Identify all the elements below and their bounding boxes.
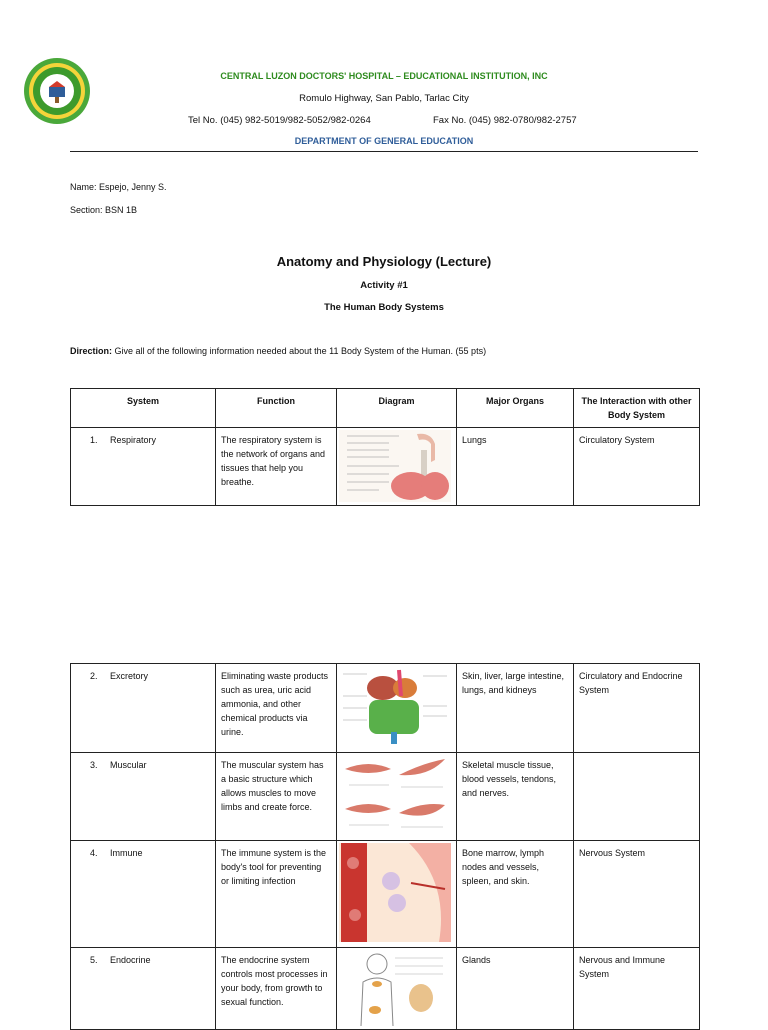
table-row — [71, 753, 700, 841]
activity-title: Activity #1 — [360, 280, 408, 291]
system-cell — [71, 664, 216, 753]
organs-cell: Lungs — [457, 428, 574, 506]
table-row — [71, 428, 700, 506]
organs-cell: Skin, liver, large intestine, lungs, and kidneys — [457, 664, 574, 753]
interaction-cell: Circulatory System — [574, 428, 700, 506]
immune-diagram-image — [339, 843, 451, 942]
fax-numbers: Fax No. (045) 982-0780/982-2757 — [433, 115, 577, 126]
system-name: Respiratory — [110, 435, 157, 445]
function-cell: The endocrine system controls most processes in your body, from growth to sexual function. — [216, 948, 337, 1030]
student-section: Section: BSN 1B — [70, 205, 138, 215]
row-number: 1. — [90, 435, 98, 445]
topic-title: The Human Body Systems — [324, 302, 444, 313]
header-major-organs: Major Organs — [457, 389, 574, 428]
body-systems-table-1 — [70, 388, 700, 506]
row-number: 2. — [90, 671, 98, 681]
table-header-row — [71, 389, 700, 428]
muscular-diagram-image — [339, 755, 451, 835]
diagram-cell — [337, 841, 457, 948]
row-number: 4. — [90, 848, 98, 858]
system-name: Immune — [110, 848, 143, 858]
body-systems-table-2 — [70, 663, 700, 1030]
organs-cell: Skeletal muscle tissue, blood vessels, tendons, and nerves. — [457, 753, 574, 841]
diagram-cell — [337, 948, 457, 1030]
function-cell: Eliminating waste products such as urea, uric acid ammonia, and other chemical products via urine. — [216, 664, 337, 753]
system-name: Endocrine — [110, 955, 151, 965]
diagram-cell — [337, 753, 457, 841]
system-name: Excretory — [110, 671, 149, 681]
function-cell: The immune system is the body's tool for preventing or limiting infection — [216, 841, 337, 948]
header-function: Function — [216, 389, 337, 428]
organs-cell: Glands — [457, 948, 574, 1030]
header-system: System — [71, 389, 216, 428]
organs-cell: Bone marrow, lymph nodes and vessels, spleen, and skin. — [457, 841, 574, 948]
table-row — [71, 948, 700, 1030]
header-divider — [70, 151, 698, 152]
student-name: Name: Espejo, Jenny S. — [70, 182, 167, 192]
function-cell: The muscular system has a basic structure which allows muscles to move limbs and create force. — [216, 753, 337, 841]
diagram-cell — [337, 428, 457, 506]
function-cell: The respiratory system is the network of organs and tissues that help you breathe. — [216, 428, 337, 506]
direction-body: Give all of the following information needed about the 11 Body System of the Human. (55 pts) — [112, 346, 487, 356]
header-diagram: Diagram — [337, 389, 457, 428]
telephone-numbers: Tel No. (045) 982-5019/982-5052/982-0264 — [188, 115, 371, 126]
institution-address: Romulo Highway, San Pablo, Tarlac City — [299, 93, 469, 104]
table-row — [71, 664, 700, 753]
diagram-cell — [337, 664, 457, 753]
system-cell — [71, 948, 216, 1030]
header-interaction: The Interaction with other Body System — [574, 389, 700, 428]
system-cell — [71, 841, 216, 948]
table-row — [71, 841, 700, 948]
interaction-cell: Nervous and Immune System — [574, 948, 700, 1030]
interaction-cell: Nervous System — [574, 841, 700, 948]
interaction-cell: Circulatory and Endocrine System — [574, 664, 700, 753]
system-cell — [71, 753, 216, 841]
row-number: 5. — [90, 955, 98, 965]
interaction-cell — [574, 753, 700, 841]
row-number: 3. — [90, 760, 98, 770]
system-cell — [71, 428, 216, 506]
institution-name: CENTRAL LUZON DOCTORS' HOSPITAL – EDUCATIONAL INSTITUTION, INC — [220, 71, 548, 81]
endocrine-diagram-image — [339, 950, 451, 1026]
direction-text — [70, 346, 486, 356]
respiratory-diagram-image — [339, 430, 451, 502]
school-seal-logo — [23, 57, 91, 125]
direction-label: Direction: — [70, 346, 113, 356]
department-name: DEPARTMENT OF GENERAL EDUCATION — [294, 136, 474, 146]
excretory-diagram-image — [339, 666, 451, 748]
system-name: Muscular — [110, 760, 147, 770]
document-title: Anatomy and Physiology (Lecture) — [276, 254, 492, 269]
